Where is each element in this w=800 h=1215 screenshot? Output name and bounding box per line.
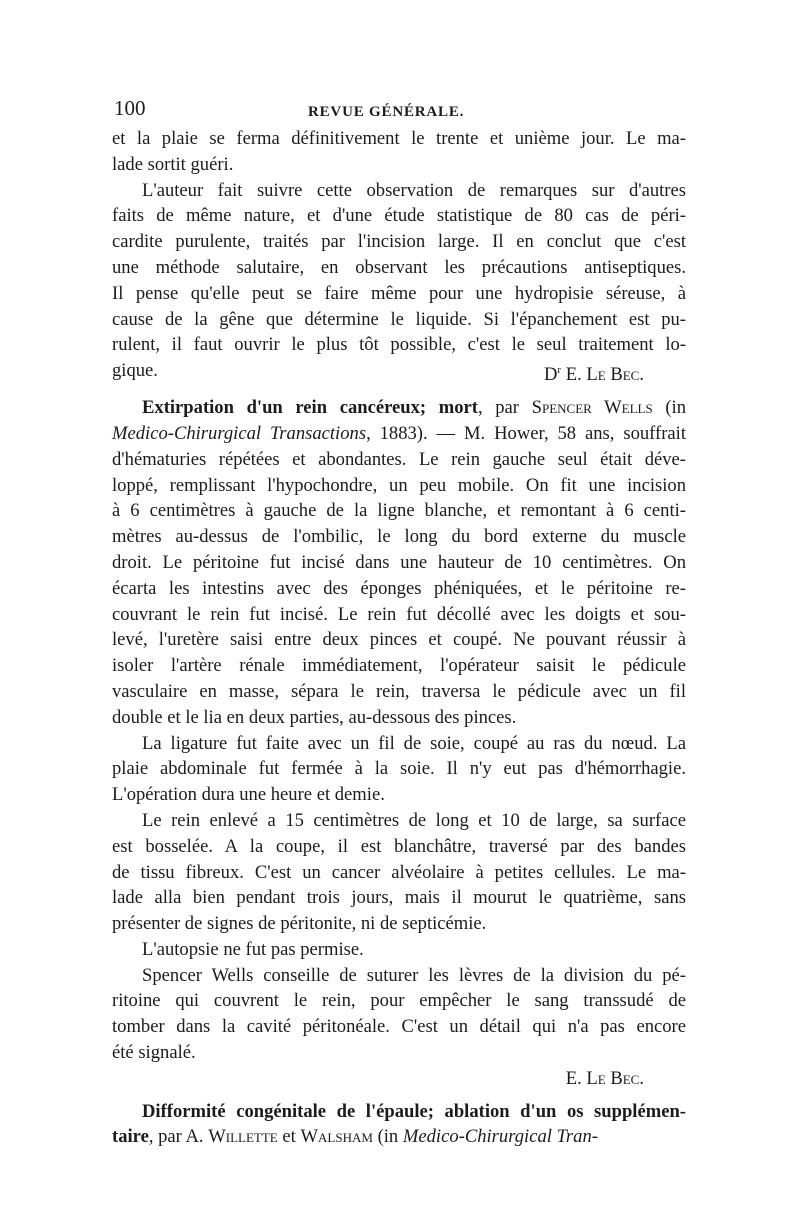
- article-title: Extirpation d'un rein cancéreux: [142, 397, 420, 419]
- text-line: été signalé.: [112, 1042, 196, 1064]
- text-line: tomber dans la cavité péritonéale. C'est un détail qui n'a pas encore: [112, 1016, 686, 1038]
- text-line: double et le lia en deux parties, au-dessous des pinces.: [112, 706, 517, 728]
- text-line: Il pense qu'elle peut se faire même pour une hydropisie séreuse, à: [112, 282, 686, 304]
- article-title-end: mort: [438, 397, 478, 419]
- article-kidney-extirpation: [112, 395, 686, 1092]
- text-line: de tissu fibreux. C'est un cancer alvéolaire à petites cellules. Le ma-: [112, 861, 686, 883]
- paren-text: (in: [652, 397, 686, 419]
- author-signature: [112, 1066, 686, 1092]
- text-line: plaie abdominale fut fermée à la soie. Il n'y eut pas d'hémorrhagie.: [112, 758, 686, 780]
- text-line: une méthode salutaire, en observant les précautions antiseptiques.: [112, 256, 686, 278]
- text-line: mètres au-dessus de l'ombilic, le long du bord externe du muscle: [112, 526, 686, 548]
- text-line: cause de la gêne que détermine le liquide. Si l'épanchement est pu-: [112, 308, 686, 330]
- text-line: lade sortit guéri.: [112, 153, 234, 175]
- journal-name: Medico-Chirurgical Tran-: [402, 1126, 598, 1148]
- text-line: droit. Le péritoine fut incisé dans une hauteur de 10 centimètres. On: [112, 551, 686, 573]
- signature-title-sup: r: [557, 364, 562, 377]
- text-line: est bosselée. A la coupe, il est blanchâtre, traversé par des bandes: [112, 835, 686, 857]
- text-line: L'opération dura une heure et demie.: [112, 784, 385, 806]
- text-line: à 6 centimètres à gauche de la ligne blanche, et remontant à 6 centi-: [112, 500, 686, 522]
- signature-title: D: [543, 364, 558, 386]
- and-text: et: [277, 1126, 301, 1148]
- article-author: Willette: [208, 1126, 278, 1148]
- text-line: [112, 421, 686, 447]
- text-line: couvrant le rein fut incisé. Le rein fut décollé avec les doigts et sou-: [112, 603, 686, 625]
- text-line: isoler l'artère rénale immédiatement, l'opérateur saisit le pédicule: [112, 655, 686, 677]
- article-title-separator: ;: [419, 397, 439, 419]
- article-title-line: [112, 395, 686, 421]
- page-header: [112, 96, 686, 126]
- article-title: Difformité congénitale de l'épaule; ablation d'un os supplémen-: [142, 1100, 686, 1122]
- paragraph-closing: [112, 126, 686, 178]
- page-number: 100: [114, 96, 146, 120]
- text-fragment: gique.: [112, 360, 158, 382]
- text-line: loppé, remplissant l'hypochondre, un peu mobile. On fit une incision: [112, 474, 686, 496]
- text-line: levé, l'uretère saisi entre deux pinces et coupé. Ne pouvant réussir à: [112, 629, 686, 651]
- signature-initial: E.: [565, 1067, 587, 1089]
- text-line: écarta les intestins avec des éponges phéniquées, et le péritoine re-: [112, 577, 686, 599]
- by-text: , par: [477, 397, 532, 419]
- text-line: L'autopsie ne fut pas permise.: [142, 938, 364, 960]
- article-title-end: taire: [112, 1126, 149, 1148]
- text-line: et la plaie se ferma définitivement le trente et unième jour. Le ma-: [112, 128, 686, 149]
- running-head: REVUE GÉNÉRALE.: [308, 104, 465, 120]
- article-page: [112, 96, 686, 1150]
- text-fragment: , 1883). — M. Hower, 58 ans, souffrait: [366, 422, 686, 444]
- signature-initial: E.: [565, 364, 587, 386]
- text-line: Spencer Wells conseille de suturer les lèvres de la division du pé-: [142, 964, 686, 986]
- journal-name: Medico-Chirurgical Transactions: [112, 422, 367, 444]
- paren-text: (in: [372, 1126, 403, 1148]
- text-line-with-signature: [112, 358, 686, 388]
- article-author: Walsham: [300, 1126, 373, 1148]
- signature-name: Le Bec.: [586, 1067, 644, 1089]
- text-line: d'hématuries répétées et abondantes. Le rein gauche seul était déve-: [112, 448, 686, 470]
- text-line: lade alla bien pendant trois jours, mais il mourut le quatrième, sans: [112, 887, 686, 909]
- signature-name: Le Bec.: [586, 364, 644, 386]
- text-line: vasculaire en masse, sépara le rein, traversa le pédicule avec un fil: [112, 680, 686, 702]
- text-line: [112, 1124, 686, 1150]
- text-line: La ligature fut faite avec un fil de soie, coupé au ras du nœud. La: [142, 732, 686, 754]
- text-line: ritoine qui couvrent le rein, pour empêcher le sang transsudé de: [112, 990, 686, 1012]
- text-line: cardite purulente, traités par l'incision large. Il en conclut que c'est: [112, 231, 686, 253]
- text-line: présenter de signes de péritonite, ni de septicémie.: [112, 913, 487, 935]
- by-text: , par A.: [148, 1126, 209, 1148]
- text-line: faits de même nature, et d'une étude statistique de 80 cas de péri-: [112, 205, 686, 227]
- author-signature: [544, 358, 686, 388]
- text-line: rulent, il faut ouvrir le plus tôt possible, c'est le seul traitement lo-: [112, 334, 686, 356]
- article-shoulder-deformity: [112, 1099, 686, 1151]
- text-line: Le rein enlevé a 15 centimètres de long et 10 de large, sa surface: [142, 809, 686, 831]
- article-title-line: [112, 1099, 686, 1125]
- paragraph-remarks: [112, 178, 686, 389]
- text-line: L'auteur fait suivre cette observation de remarques sur d'autres: [142, 179, 686, 201]
- article-author: Spencer Wells: [531, 397, 653, 419]
